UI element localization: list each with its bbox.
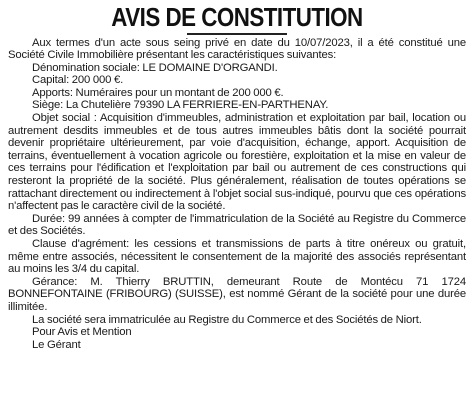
title-underline <box>187 33 287 35</box>
duration-paragraph: Durée: 99 années à compter de l'immatriculation de la Société au Registre du Commerce et des Sociétés. <box>8 212 466 238</box>
management-paragraph: Gérance: M. Thierry BRUTTIN, demeurant Route de Montécu 71 1724 BONNEFONTAINE (FRIBOURG) (SUISSE), est nommé Gérant de la société pour une durée illimitée. <box>8 275 466 313</box>
registration-line: La société sera immatriculée au Registre du Commerce et des Sociétés de Niort. <box>32 313 422 326</box>
corporate-purpose-paragraph: Objet social : Acquisition d'immeubles, administration et exploitation par bail, location ou autrement desdits immeubles et de tous autres immeubles bâtis dont la société pourrait devenir propriétaire ultérieurement, par voie d'acquisition, échange, apport. Acquisition de terrains, éventuellement à vocation agricole ou forestière, exploitation et la mise en valeur de ces terrains pour l'édification et l'exploitation par bail ou autrement de ces constructions qui resteront la propriété de la société. Plus généralement, réalisation de toutes opérations se rattachant directement ou indirectement à l'objet social sus-indiqué, pourvu que ces opérations n'affectent pas le caractère civil de la société. <box>8 112 466 213</box>
registered-office-line: Siège: La Chutelière 79390 LA FERRIERE-EN-PARTHENAY. <box>32 99 329 112</box>
intro-paragraph: Aux termes d'un acte sous seing privé en date du 10/07/2023, il a été constitué une Société Civile Immobilière présentant les caractéristiques suivantes: <box>8 36 466 62</box>
contributions-line: Apports: Numéraires pour un montant de 200 000 €. <box>32 86 284 99</box>
notice-title: AVIS DE CONSTITUTION <box>111 2 363 32</box>
notice-body <box>8 37 466 352</box>
approval-clause-paragraph: Clause d'agrément: les cessions et transmissions de parts à titre onéreux ou gratuit, même entre associés, nécessitent le consentement de la majorité des associés représentant au moins les 3/4 du capital. <box>8 238 466 276</box>
capital-line: Capital: 200 000 €. <box>32 74 124 87</box>
company-name-line: Dénomination sociale: LE DOMAINE D'ORGANDI. <box>32 61 278 74</box>
notice-mention-line: Pour Avis et Mention <box>32 326 132 339</box>
legal-notice <box>8 0 466 351</box>
signature-line: Le Gérant <box>32 338 81 351</box>
